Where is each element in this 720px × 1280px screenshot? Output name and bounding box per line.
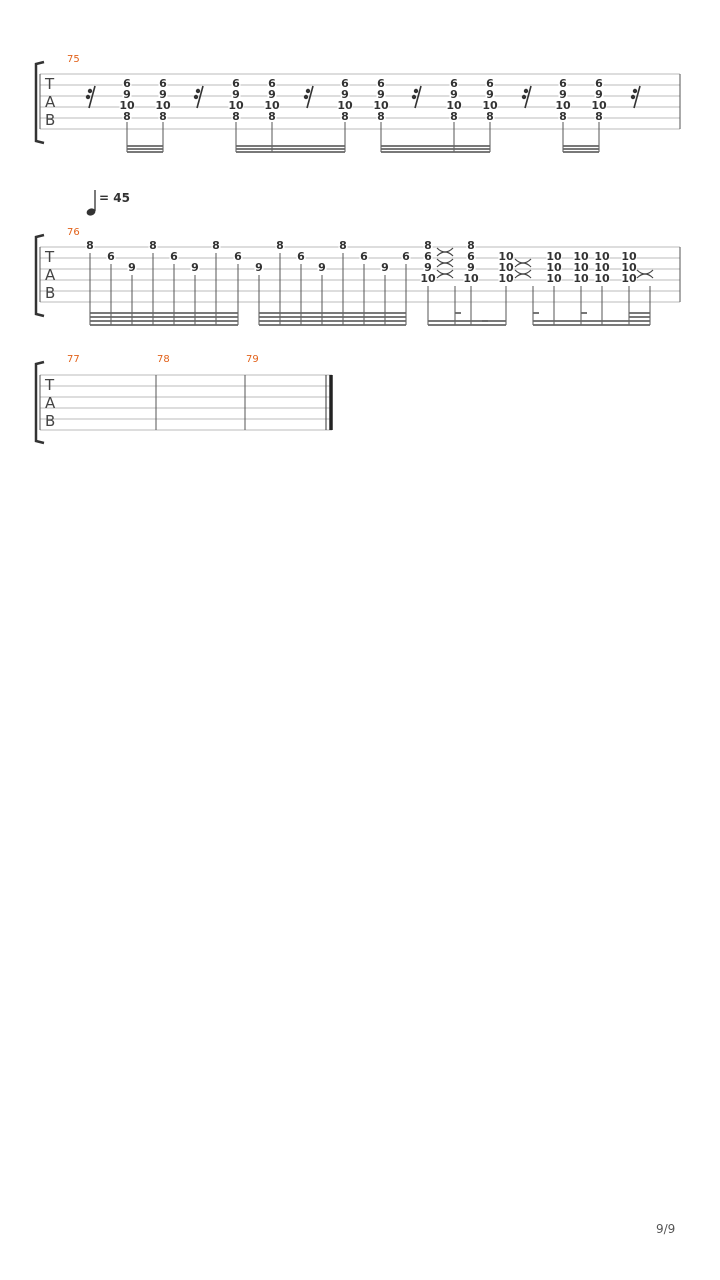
tie-arc [437,252,453,256]
measure-number-78: 78 [157,354,170,365]
tie-arc [637,274,653,278]
sixteenth-rest-icon [631,86,640,108]
fret-number: 8 [559,110,567,123]
fret-number: 8 [268,110,276,123]
fret-number: 10 [337,99,353,112]
fret-number: 10 [420,272,436,285]
rest-dot [196,89,200,93]
tab-letter-a: A [45,93,56,111]
tie-arc [515,274,531,278]
measure-number-76: 76 [67,227,80,238]
fret-number: 8 [212,239,220,252]
fret-number: 6 [268,77,276,90]
fret-number: 8 [486,110,494,123]
fret-number: 9 [595,88,603,101]
fret-number: 6 [559,77,567,90]
fret-number: 8 [232,110,240,123]
rest-dot [194,95,198,99]
fret-number: 10 [546,261,562,274]
fret-number: 6 [450,77,458,90]
tab-letter-t: T [45,376,55,394]
fret-number: 9 [559,88,567,101]
fret-number: 9 [377,88,385,101]
tie-arc [437,274,453,278]
fret-number: 9 [232,88,240,101]
fret-number: 6 [170,250,178,263]
measure-number-79: 79 [246,354,259,365]
fret-number: 8 [86,239,94,252]
tie-arc [515,263,531,267]
fret-number: 8 [377,110,385,123]
rest-dot [633,89,637,93]
fret-number: 9 [191,261,199,274]
rest-dot [86,95,90,99]
fret-number: 10 [228,99,244,112]
fret-number: 6 [107,250,115,263]
measure-75-notes [86,77,640,152]
fret-number: 10 [482,99,498,112]
rest-dot [631,95,635,99]
fret-number: 10 [155,99,171,112]
tab-letter-b: B [45,111,56,129]
fret-number: 6 [159,77,167,90]
fret-number: 10 [621,272,637,285]
fret-number: 10 [546,250,562,263]
fret-number: 8 [467,239,475,252]
fret-number: 10 [621,261,637,274]
fret-number: 8 [595,110,603,123]
tempo-value: = 45 [99,191,130,205]
staff-lines [40,74,680,129]
rest-dot [522,95,526,99]
fret-number: 10 [591,99,607,112]
fret-number: 10 [573,272,589,285]
tab-letter-b: B [45,412,56,430]
fret-number: 10 [373,99,389,112]
fret-number: 10 [546,272,562,285]
fret-number: 9 [486,88,494,101]
fret-number: 10 [264,99,280,112]
fret-number: 8 [450,110,458,123]
staff-lines [40,375,332,430]
rest-dot [304,95,308,99]
fret-number: 10 [594,272,610,285]
fret-number: 6 [467,250,475,263]
fret-number: 10 [594,261,610,274]
fret-number: 9 [255,261,263,274]
fret-number: 10 [555,99,571,112]
fret-number: 6 [595,77,603,90]
sixteenth-rest-icon [522,86,531,108]
rest-dot [524,89,528,93]
fret-number: 6 [234,250,242,263]
fret-number: 8 [159,110,167,123]
fret-number: 8 [149,239,157,252]
fret-number: 9 [381,261,389,274]
fret-number: 10 [498,272,514,285]
measure-number-75: 75 [67,54,80,65]
fret-number: 10 [446,99,462,112]
fret-number: 9 [424,261,432,274]
rest-dot [412,95,416,99]
fret-number: 9 [450,88,458,101]
system-1 [36,54,680,152]
fret-number: 9 [467,261,475,274]
fret-number: 10 [573,261,589,274]
system-3 [36,354,332,443]
fret-number: 6 [360,250,368,263]
fret-number: 6 [424,250,432,263]
fret-number: 10 [463,272,479,285]
tab-letter-a: A [45,266,56,284]
sixteenth-rest-icon [194,86,203,108]
fret-number: 6 [486,77,494,90]
rest-dot [306,89,310,93]
fret-number: 6 [123,77,131,90]
fret-number: 10 [573,250,589,263]
fret-number: 6 [297,250,305,263]
fret-number: 6 [402,250,410,263]
fret-number: 10 [498,261,514,274]
fret-number: 10 [498,250,514,263]
sixteenth-rest-icon [304,86,313,108]
fret-number: 9 [123,88,131,101]
fret-number: 9 [128,261,136,274]
tab-letter-t: T [45,75,55,93]
fret-number: 8 [339,239,347,252]
fret-number: 8 [424,239,432,252]
fret-number: 6 [377,77,385,90]
measure-number-77: 77 [67,354,80,365]
tab-letter-b: B [45,284,56,302]
sixteenth-rest-icon [86,86,95,108]
tempo-marking [86,190,130,217]
fret-number: 8 [276,239,284,252]
fret-number: 8 [123,110,131,123]
rest-dot [414,89,418,93]
fret-number: 8 [341,110,349,123]
sixteenth-rest-icon [412,86,421,108]
fret-number: 6 [232,77,240,90]
tie-arc [437,263,453,267]
fret-number: 9 [341,88,349,101]
system-2 [36,190,680,325]
measure-76-notes [86,239,654,325]
fret-number: 10 [621,250,637,263]
fret-number: 10 [594,250,610,263]
fret-number: 6 [341,77,349,90]
tab-letter-t: T [45,248,55,266]
fret-number: 9 [318,261,326,274]
fret-number: 9 [268,88,276,101]
tab-letter-a: A [45,394,56,412]
fret-number: 9 [159,88,167,101]
rest-dot [88,89,92,93]
fret-number: 10 [119,99,135,112]
page-number: 9/9 [656,1222,676,1236]
